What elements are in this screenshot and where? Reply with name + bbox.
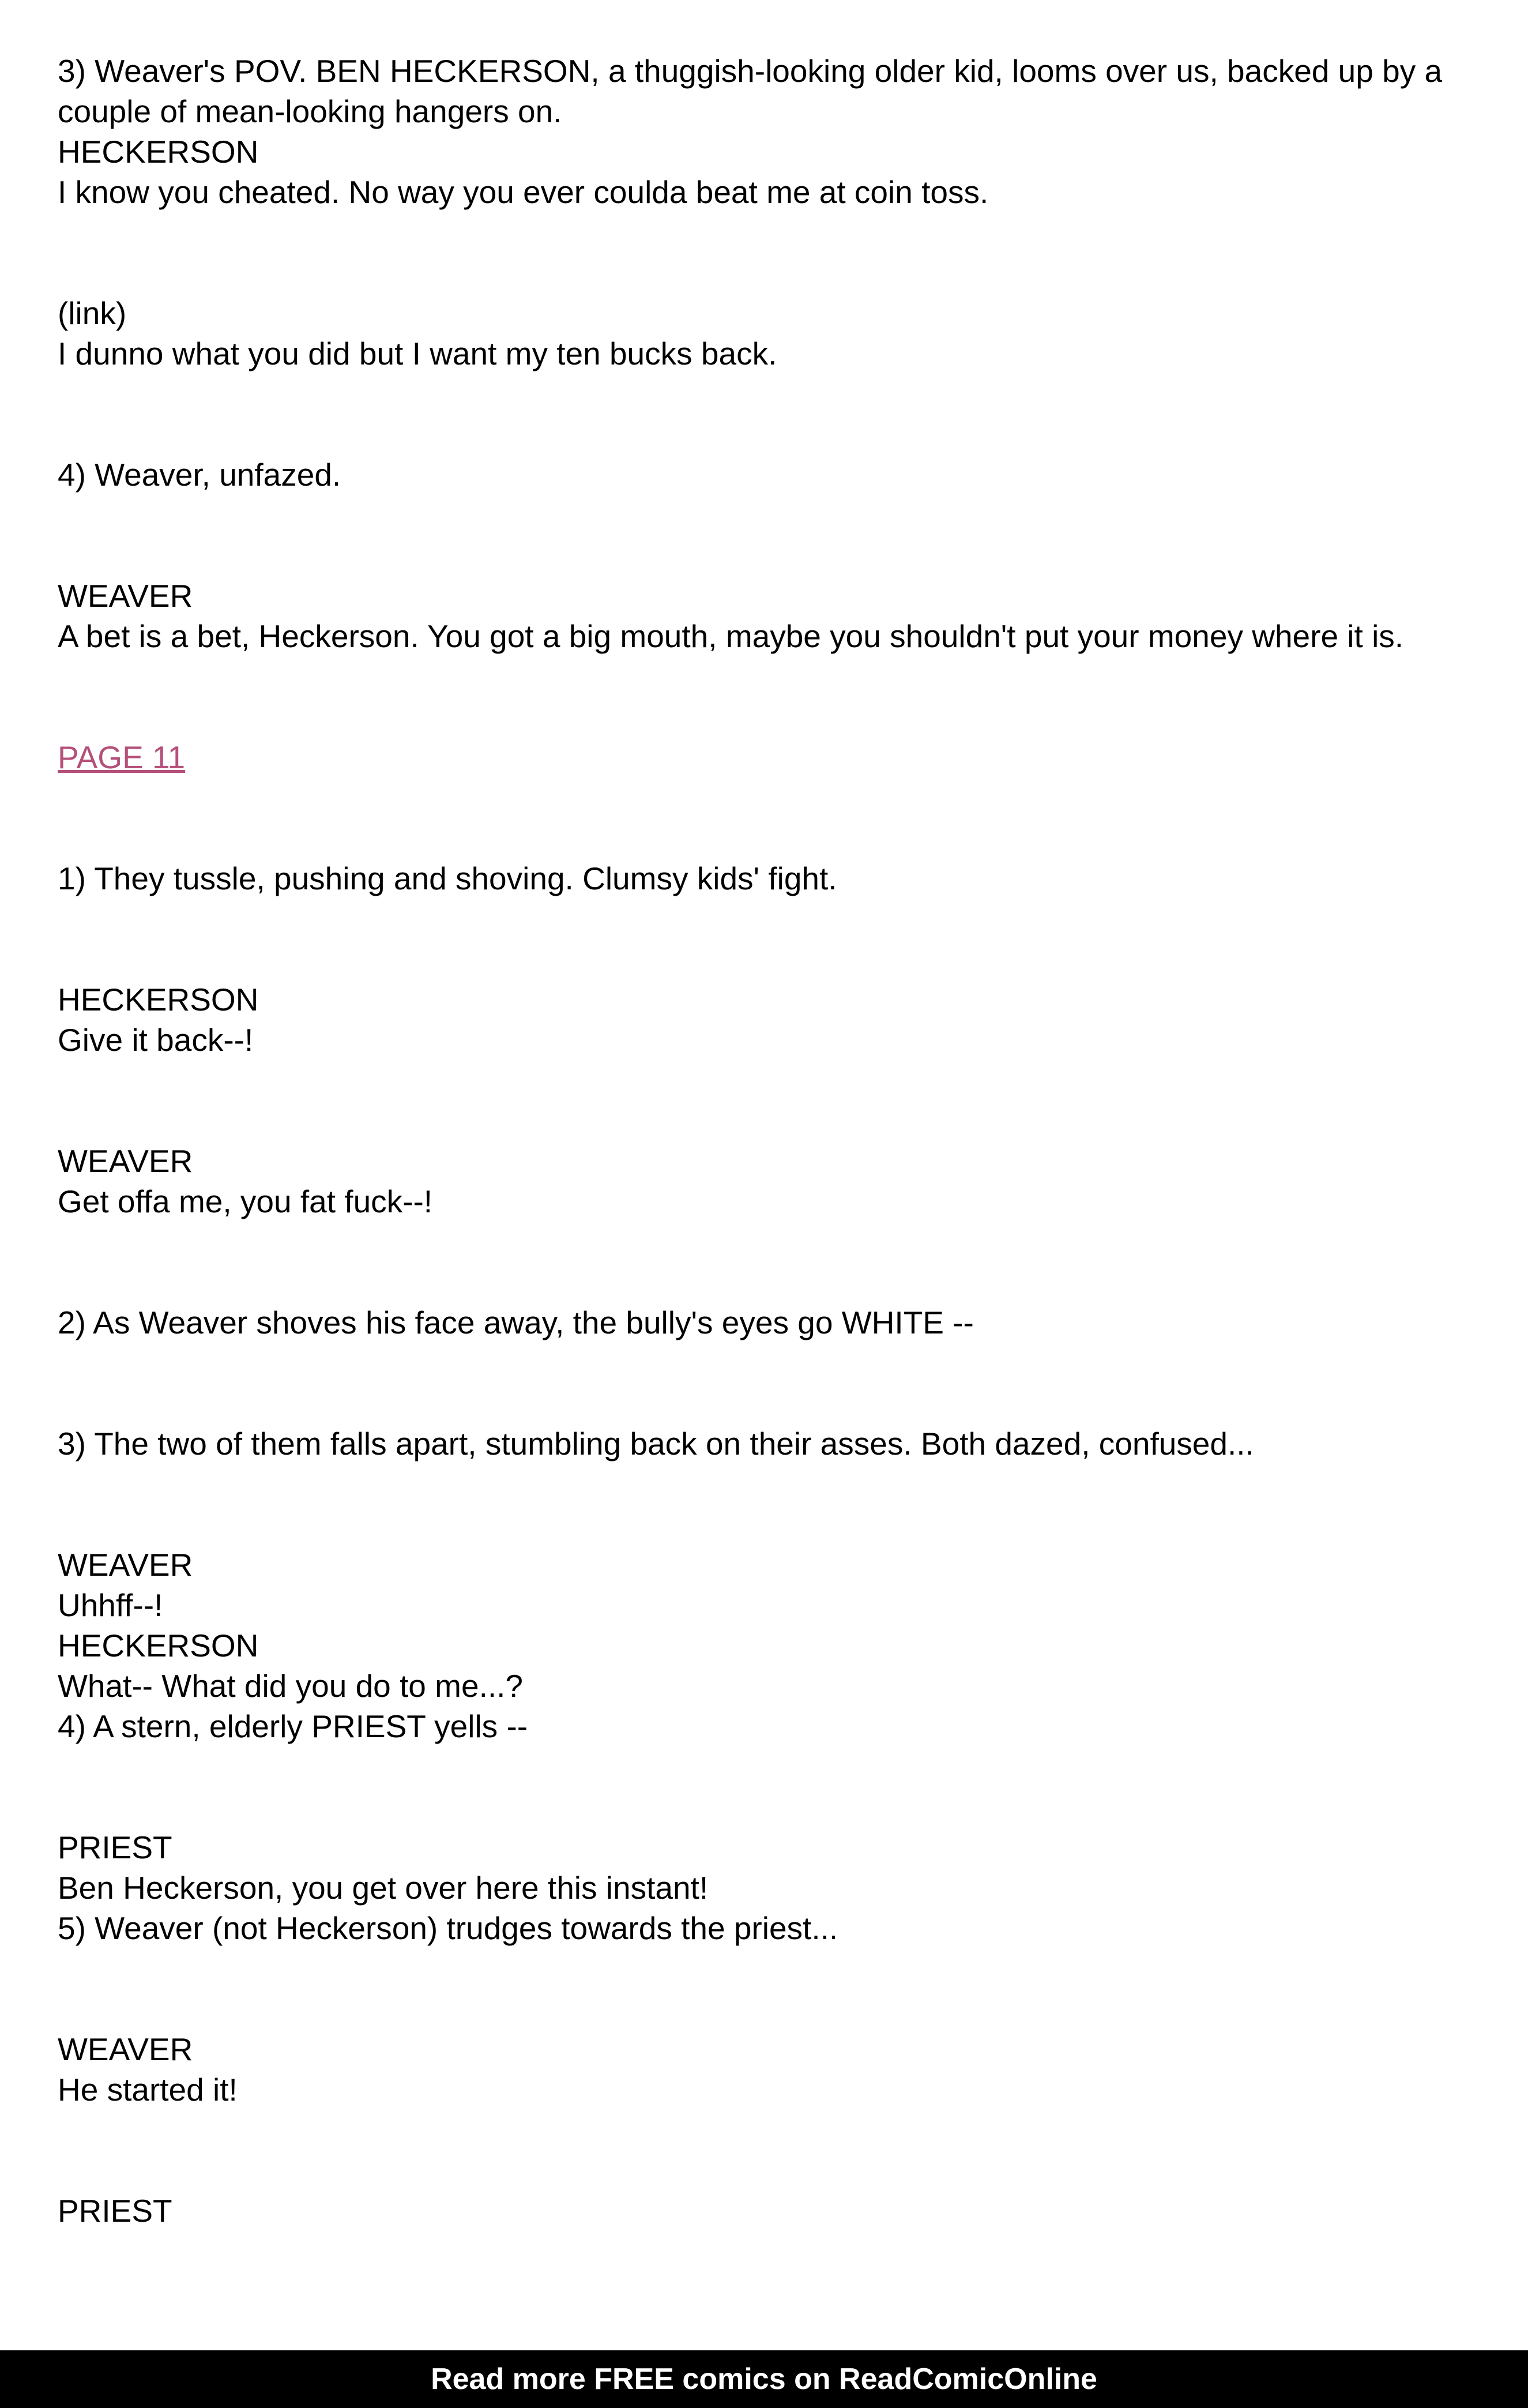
script-line: PRIEST bbox=[58, 2193, 172, 2229]
script-line: Get offa me, you fat fuck--! bbox=[58, 1184, 433, 1219]
script-line: 3) Weaver's POV. BEN HECKERSON, a thuggish-looking older kid, looms over us, backed up by a couple of mean-looking hangers on. bbox=[58, 53, 1443, 129]
script-line: 4) A stern, elderly PRIEST yells -- bbox=[58, 1708, 528, 1744]
script-line: HECKERSON bbox=[58, 1628, 259, 1663]
spacer bbox=[58, 414, 1465, 454]
spacer bbox=[58, 1383, 1465, 1423]
spacer bbox=[58, 2150, 1465, 2191]
spacer bbox=[58, 212, 1465, 253]
spacer bbox=[58, 1222, 1465, 1262]
script-line: WEAVER bbox=[58, 1143, 193, 1179]
spacer bbox=[58, 1989, 1465, 2029]
spacer bbox=[58, 939, 1465, 979]
spacer bbox=[58, 1787, 1465, 1827]
script-document bbox=[58, 51, 1465, 2231]
spacer bbox=[58, 2110, 1465, 2150]
script-line: He started it! bbox=[58, 2072, 238, 2108]
script-line: WEAVER bbox=[58, 1547, 193, 1583]
footer-banner[interactable] bbox=[0, 2350, 1528, 2408]
script-line: PRIEST bbox=[58, 1830, 172, 1865]
spacer bbox=[58, 1100, 1465, 1141]
spacer bbox=[58, 1746, 1465, 1787]
script-line: A bet is a bet, Heckerson. You got a big mouth, maybe you shouldn't put your money where it is. bbox=[58, 618, 1404, 654]
script-line: Give it back--! bbox=[58, 1022, 254, 1058]
spacer bbox=[58, 1343, 1465, 1383]
spacer bbox=[58, 253, 1465, 293]
script-line: 5) Weaver (not Heckerson) trudges towards the priest... bbox=[58, 1910, 838, 1946]
script-line: WEAVER bbox=[58, 2031, 193, 2067]
spacer bbox=[58, 1262, 1465, 1302]
spacer bbox=[58, 899, 1465, 939]
script-line: Uhhff--! bbox=[58, 1587, 163, 1623]
spacer bbox=[58, 818, 1465, 858]
spacer bbox=[58, 1060, 1465, 1100]
spacer bbox=[58, 697, 1465, 737]
spacer bbox=[58, 656, 1465, 697]
spacer bbox=[58, 777, 1465, 818]
script-line: 1) They tussle, pushing and shoving. Clumsy kids' fight. bbox=[58, 861, 837, 896]
script-line: HECKERSON bbox=[58, 134, 259, 170]
script-line: Ben Heckerson, you get over here this instant! bbox=[58, 1870, 709, 1906]
footer-banner-text[interactable]: Read more FREE comics on ReadComicOnline bbox=[431, 2362, 1097, 2396]
spacer bbox=[58, 1504, 1465, 1545]
script-line: 3) The two of them falls apart, stumbling back on their asses. Both dazed, confused... bbox=[58, 1426, 1254, 1462]
script-line: What-- What did you do to me...? bbox=[58, 1668, 524, 1704]
script-line: HECKERSON bbox=[58, 982, 259, 1017]
script-line: (link) bbox=[58, 295, 127, 331]
script-line: WEAVER bbox=[58, 578, 193, 614]
spacer bbox=[58, 535, 1465, 576]
spacer bbox=[58, 1948, 1465, 1989]
spacer bbox=[58, 495, 1465, 535]
script-line: I know you cheated. No way you ever coulda beat me at coin toss. bbox=[58, 174, 989, 210]
script-line: I dunno what you did but I want my ten bucks back. bbox=[58, 336, 777, 371]
spacer bbox=[58, 374, 1465, 414]
spacer bbox=[58, 1464, 1465, 1504]
page-heading-link[interactable]: PAGE 11 bbox=[58, 739, 186, 775]
script-line: 4) Weaver, unfazed. bbox=[58, 457, 341, 493]
script-line: 2) As Weaver shoves his face away, the bully's eyes go WHITE -- bbox=[58, 1305, 974, 1340]
